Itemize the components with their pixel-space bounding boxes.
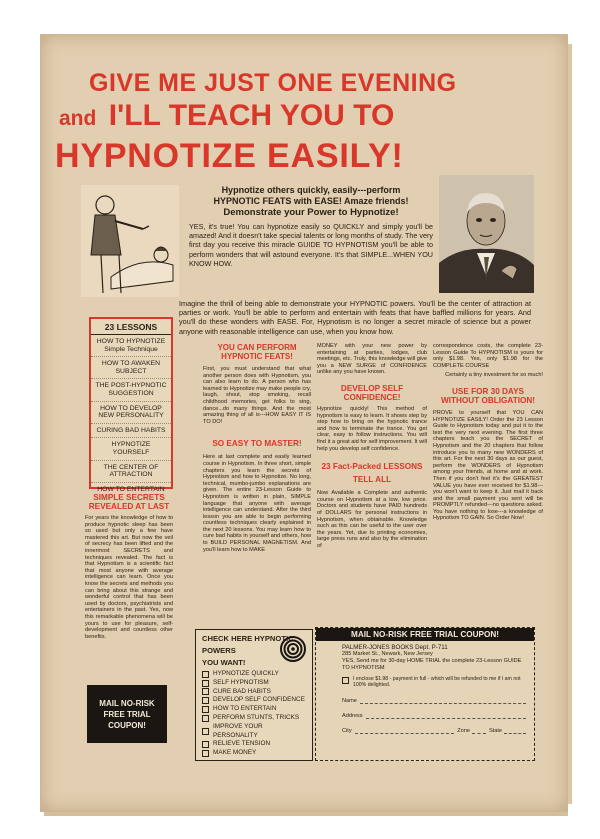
headline-teach: I'LL TEACH YOU TO [108, 99, 395, 132]
coupon-company: PALMER-JONES BOOKS Dept. P-711 [342, 644, 448, 651]
city-field[interactable] [355, 727, 455, 734]
order-coupon [315, 627, 535, 761]
checklist-label: HOW TO ENTERTAIN [213, 705, 277, 713]
lessons-list [91, 335, 171, 496]
column-4 [433, 343, 543, 522]
name-label: Name [342, 697, 357, 704]
checklist-row[interactable] [202, 740, 306, 749]
checklist-row[interactable] [202, 688, 306, 697]
checklist-label: IMPROVE YOUR PERSONALITY [213, 722, 263, 739]
secrets-text: For years the knowledge of how to produce hypnotic sleep has been so used but only a few have mastered this art. But now the veil of secrecy has been lifted and the innermost SECRETS and techniques revealed. The fact is that Hypnotism is a scientific fact that most anyone with average intelligence can learn. Once you know the secrets and methods you can bring about this strange and wonderful control that has been used by doctors, psychiatrists and entertainers in the past. Yes, now this remarkable phenomena will be yours to use for pleasure, self-development and countless other benefits. [85, 515, 173, 640]
checkbox[interactable] [202, 680, 209, 687]
checklist-label: SELF HYPNOTISM [213, 678, 269, 686]
checklist-label: MAKE MONEY [213, 749, 257, 757]
col3-top-text: MONEY with your new power by entertaining at parties, lodges, club meetings, etc. Truly, this knowledge will give you a NEW SURGE of CONFIDENCE unlike any you have known. [317, 343, 427, 376]
checklist-row[interactable] [202, 696, 306, 705]
intro-paragraph: YES, it's true! You can hypnotize easily so QUICKLY and simply you'll be amazed! And it doesn't take special talents or long months of study. The very first day you receive this miracle GUIDE TO HYPNOTISM you'll be able to perform wonders that will astound everyone. It's that SIMPLE...WHEN YOU KNOW HOW. [189, 222, 433, 268]
intro-lead3: Demonstrate your Power to Hypnotize! [223, 207, 399, 218]
lesson-item: HOW TO DEVELOP NEW PERSONALITY [91, 402, 171, 424]
feats-title: YOU CAN PERFORM HYPNOTIC FEATS! [217, 343, 297, 361]
column-3 [317, 343, 427, 549]
mail-badge [87, 685, 167, 743]
zone-label: Zone [457, 727, 470, 734]
checkbox[interactable] [202, 715, 209, 722]
address-label: Address [342, 712, 363, 719]
spiral-icon [280, 636, 306, 667]
city-label: City [342, 727, 352, 734]
zone-field[interactable] [472, 727, 486, 734]
coupon-yes-line: YES, Send me for 30-day HOME TRIAL the complete 23-Lesson GUIDE TO HYPNOTISM [342, 658, 522, 671]
lesson-item: THE POST-HYPNOTIC SUGGESTION [91, 379, 171, 401]
lesson-item: HYPNOTIZE YOURSELF [91, 438, 171, 460]
lesson-item: HOW TO ENTERTAIN [97, 485, 165, 493]
facts-text: Now Available a Complete and authentic course on Hypnotism at a low, low price. Doctors and students have PAID hundreds of DOLLARS for personal instructions in Hypnotism, when obtainable. Knowledge such as this can be useful to the user over the years. Yet, due to printing economies, large press runs and also by the elimination of [317, 490, 427, 549]
checkbox[interactable] [202, 728, 209, 735]
coupon-banner: MAIL NO-RISK FREE TRIAL COUPON! [316, 628, 534, 641]
intro-lead [191, 185, 431, 219]
checkbox[interactable] [202, 750, 209, 757]
lesson-item: THE CENTER OF ATTRACTION [91, 461, 171, 483]
develop-title: DEVELOP SELF CONFIDENCE! [340, 383, 404, 402]
checkbox[interactable] [202, 741, 209, 748]
feats-text: First, you must understand that what another person does with Hypnotism, you can also learn to do. A person who has learned to Hypnotize may make people cry, laugh, shout, stop smoking, recall childhood memories, get folks to sing, dance...do many things. And the most amazing thing of all is---HOW EASY IT IS TO DO! [203, 366, 311, 425]
headline-line3: HYPNOTIZE EASILY! [55, 137, 404, 175]
coupon-enclose: I enclose $1.98 - payment in full - which will be refunded to me if I am not 100% delighted. [353, 676, 521, 689]
checkbox[interactable] [202, 697, 209, 704]
checkbox[interactable] [202, 671, 209, 678]
days-title: USE FOR 30 DAYS WITHOUT OBLIGATION! [441, 386, 535, 405]
headline-line2 [59, 99, 394, 133]
intro-lead2: HYPNOTIC FEATS with EASE! Amaze friends! [213, 196, 409, 206]
checkbox[interactable] [202, 706, 209, 713]
headline-and: and [59, 107, 97, 130]
checklist-label: HYPNOTIZE QUICKLY [213, 670, 279, 677]
address-field[interactable] [366, 712, 526, 719]
imagine-paragraph: Imagine the thrill of being able to demonstrate your HYPNOTIC powers. You'll be the center of attraction at parties or work. You'll be able to perform and entertain with feats that have baffled millions for years. And you'll do these wonders with EASE. For, Hypnotism is no longer a secret miracle of science but a power anyone with reasonable intelligence can use, when you know how. [179, 299, 531, 336]
col4-tiny-text: Certainly a tiny investment for so much! [445, 372, 543, 379]
intro-lead1: Hypnotize others quickly, easily---perform [221, 185, 401, 195]
checklist-row[interactable] [202, 723, 306, 741]
checklist-title2: POWERS [202, 646, 236, 655]
checklist-row[interactable] [202, 749, 306, 758]
col4-top-text: correspondence costs, the complete 23-Lesson Guide To HYPNOTISM is yours for only $1.98. Yes, only $1.98 for the COMPLETE COURSE [433, 343, 543, 369]
checkbox[interactable] [202, 688, 209, 695]
days-text: PROVE to yourself that YOU CAN HYPNOTIZE EASILY! Order the 23 Lesson Guide to Hypnotism today and put it to the test the very next evening. The first three chapters teach you the SECRET of Hypnotism and the 20 chapters that follow introduce you to many new WONDERS of this art. For the next 30 days as our guest, perform the WONDERS of Hypnotism among your friends, at home and at work. Then if you don't feel it's the GREATEST VALUE you have ever received for $1.98---you won't want to keep it. Just mail it back and the small payment you sent will be PROMPTLY refunded---no questions asked. You have nothing to lose---a knowledge of Hypnotism TO GAIN. So Order Now! [433, 409, 543, 522]
checklist-label: PERFORM STUNTS, TRICKS [213, 713, 300, 721]
facts-title: 23 Fact-Packed LESSONS TELL ALL [321, 462, 423, 485]
state-field[interactable] [504, 727, 526, 734]
lessons-title: 23 LESSONS [91, 319, 171, 335]
checklist-title3: YOU WANT! [202, 658, 246, 667]
coupon-address: 285 Market St., Newark, New Jersey [342, 651, 433, 657]
column-2 [203, 343, 311, 553]
lesson-item: CURING BAD HABITS [91, 424, 171, 439]
checklist-label: CURE BAD HABITS [213, 687, 271, 695]
checklist-row[interactable] [202, 705, 306, 714]
enclose-checkbox[interactable] [342, 677, 349, 684]
checklist-label: RELIEVE TENSION [213, 740, 271, 748]
master-title: SO EASY TO MASTER! [212, 439, 302, 449]
checklist-row[interactable] [202, 670, 306, 679]
state-label: State [488, 727, 502, 734]
magazine-back-cover [40, 34, 568, 812]
develop-text: Hypnotize quickly! This method of hypnotism is easy to learn. It shows step by step how to bring on the hypnotic trance and how to terminate the trance. You get clear, easy to follow instructions. You will find it a great aid for self improvement. It will help you develop self confidence. [317, 405, 427, 452]
checklist-row[interactable] [202, 679, 306, 688]
checklist-title1: CHECK HERE HYPNOTIC [202, 634, 294, 643]
mail-badge-text: MAIL NO-RISK FREE TRIAL COUPON! [99, 698, 155, 730]
lesson-item: HOW TO HYPNOTIZE Simple Technique [91, 335, 171, 357]
author-portrait [439, 175, 534, 293]
checklist-box [195, 629, 313, 761]
checklist-label: DEVELOP SELF CONFIDENCE [213, 696, 305, 704]
name-field[interactable] [360, 697, 526, 704]
secrets-title: SIMPLE SECRETS REVEALED AT LAST [88, 493, 170, 511]
headline-line1: GIVE ME JUST ONE EVENING [89, 69, 457, 97]
lesson-item: HOW TO AWAKEN SUBJECT [91, 357, 171, 379]
checklist-items [196, 667, 312, 758]
lessons-box [89, 317, 173, 493]
hypnotist-illustration [81, 185, 179, 297]
master-text: Here at last complete and easily learned course in Hypnotism. In three short, simple chapters you learn the secrets of Hypnotism and how to Hypnotize. No long, technical, mumbo-jumbo explanations are given. The entire 23-Lesson Guide to Hypnotism is written in plain, SIMPLE language that anyone with average intelligence can understand. After the third lesson you are able to begin performing countless techniques clearly explained in the next 20 lessons. You may learn how to cure bad habits in yourself and others, how to BUILD PERSONAL MAGNETISM. And you'll learn how to MAKE [203, 454, 311, 553]
checklist-row[interactable] [202, 714, 306, 723]
